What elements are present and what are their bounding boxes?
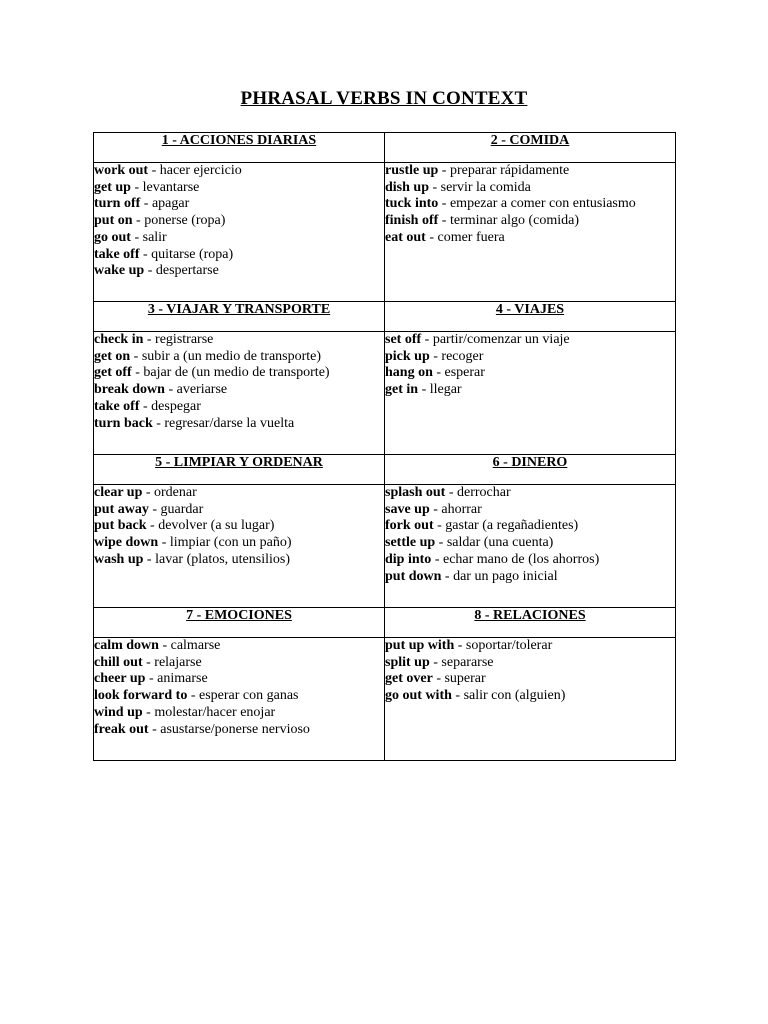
phrasal-verb-entry	[385, 213, 675, 230]
phrasal-verb: get off	[94, 365, 132, 381]
verb-meaning: - devolver (a su lugar)	[146, 518, 275, 534]
phrasal-verb: get in	[385, 382, 419, 398]
phrasal-verb: wipe down	[94, 535, 159, 551]
phrasal-verb: turn back	[94, 415, 153, 431]
verb-meaning: - averiarse	[164, 382, 228, 398]
phrasal-verb-entry	[385, 382, 675, 399]
heading-row	[94, 455, 676, 485]
phrasal-verb-entry	[94, 213, 384, 230]
phrasal-verb-entry	[94, 722, 384, 739]
phrasal-verb-entry	[94, 230, 384, 247]
verb-meaning: - comer fuera	[425, 229, 505, 245]
phrasal-verb: put on	[94, 213, 133, 229]
phrasal-verb-entry	[385, 365, 675, 382]
verb-meaning: - animarse	[145, 671, 208, 687]
phrasal-verb-entry	[385, 180, 675, 197]
section-body	[94, 332, 385, 455]
phrasal-verb-entry	[385, 485, 675, 502]
phrasal-verb: take off	[94, 398, 140, 414]
verb-meaning: - limpiar (con un paño)	[158, 535, 292, 551]
section-body	[385, 485, 676, 608]
phrasal-verb: break down	[94, 382, 165, 398]
phrasal-verb-entry	[94, 163, 384, 180]
heading-row	[94, 608, 676, 638]
phrasal-verb-entry	[94, 263, 384, 280]
verb-meaning: - esperar con ganas	[187, 688, 299, 704]
phrasal-verb: check in	[94, 332, 144, 347]
verb-meaning: - quitarse (ropa)	[139, 246, 234, 262]
phrasal-verb: split up	[385, 654, 430, 670]
verb-meaning: - separarse	[429, 654, 494, 670]
verb-meaning: - derrochar	[445, 485, 511, 500]
verb-meaning: - guardar	[148, 501, 204, 517]
phrasal-verb: put down	[385, 568, 442, 584]
phrasal-verb: go out	[94, 229, 131, 245]
phrasal-verb-entry	[94, 638, 384, 655]
phrasal-verb-entry	[94, 416, 384, 433]
phrasal-verb-entry	[94, 349, 384, 366]
phrasal-verb: look forward to	[94, 688, 188, 704]
phrasal-verb: pick up	[385, 348, 430, 364]
phrasal-verb: hang on	[385, 365, 433, 381]
phrasal-verb-entry	[385, 688, 675, 705]
phrasal-verb: put up with	[385, 638, 455, 653]
verb-meaning: - hacer ejercicio	[148, 163, 242, 178]
phrasal-verb: get up	[94, 179, 131, 195]
phrasal-verb-entry	[385, 502, 675, 519]
phrasal-verb-entry	[94, 382, 384, 399]
verb-meaning: - salir con (alguien)	[451, 688, 566, 704]
verb-meaning: - calmarse	[158, 638, 221, 653]
page-title: PHRASAL VERBS IN CONTEXT	[240, 88, 528, 109]
phrasal-verb-entry	[385, 569, 675, 586]
phrasal-verb-entry	[385, 230, 675, 247]
phrasal-verb-entry	[94, 671, 384, 688]
phrasal-verb: wind up	[94, 704, 143, 720]
verb-meaning: - gastar (a regañadientes)	[433, 518, 579, 534]
phrasal-verb-entry	[94, 485, 384, 502]
phrasal-verb-entry	[94, 332, 384, 349]
verb-meaning: - ahorrar	[429, 501, 482, 517]
phrasal-verb-entry	[385, 332, 675, 349]
phrasal-verb-entry	[385, 196, 675, 213]
section-body	[94, 163, 385, 302]
phrasal-verb: calm down	[94, 638, 159, 653]
phrasal-verb-entry	[385, 535, 675, 552]
phrasal-verb-entry	[385, 349, 675, 366]
section-heading: 5 - LIMPIAR Y ORDENAR	[94, 455, 385, 485]
phrasal-verb-entry	[94, 655, 384, 672]
phrasal-verb: get over	[385, 671, 433, 687]
phrasal-verb-entry	[94, 552, 384, 569]
phrasal-verb-entry	[385, 638, 675, 655]
content-row	[94, 332, 676, 455]
phrasal-verb-entry	[94, 196, 384, 213]
phrasal-verb-entry	[94, 399, 384, 416]
heading-row	[94, 133, 676, 163]
section-heading: 2 - COMIDA	[385, 133, 676, 163]
verb-meaning: - echar mano de (los ahorros)	[431, 551, 600, 567]
phrasal-verb-entry	[94, 180, 384, 197]
verb-meaning: - partir/comenzar un viaje	[421, 332, 570, 347]
verb-meaning: - superar	[432, 671, 486, 687]
section-body	[385, 638, 676, 761]
phrasal-verb: wake up	[94, 263, 145, 279]
verb-meaning: - preparar rápidamente	[438, 163, 570, 178]
phrasal-verb: work out	[94, 163, 149, 178]
verb-meaning: - relajarse	[142, 654, 202, 670]
phrasal-verb-entry	[385, 552, 675, 569]
phrasal-verb-entry	[385, 655, 675, 672]
content-row	[94, 485, 676, 608]
verb-meaning: - servir la comida	[428, 179, 531, 195]
section-body	[94, 638, 385, 761]
verb-meaning: - apagar	[140, 196, 190, 212]
content-row	[94, 638, 676, 761]
section-heading: 8 - RELACIONES	[385, 608, 676, 638]
verb-meaning: - registrarse	[143, 332, 214, 347]
verb-meaning: - saldar (una cuenta)	[435, 535, 554, 551]
phrasal-verb-entry	[94, 705, 384, 722]
verb-meaning: - llegar	[418, 382, 462, 398]
verb-meaning: - recoger	[429, 348, 484, 364]
verb-meaning: - bajar de (un medio de transporte)	[131, 365, 330, 381]
phrasal-verb: wash up	[94, 551, 144, 567]
verb-meaning: - dar un pago inicial	[441, 568, 558, 584]
verb-meaning: - despegar	[139, 398, 201, 414]
phrasal-verb-entry	[94, 365, 384, 382]
content-row	[94, 163, 676, 302]
verb-meaning: - ponerse (ropa)	[132, 213, 226, 229]
verb-meaning: - subir a (un medio de transporte)	[130, 348, 322, 364]
phrasal-verb-entry	[94, 535, 384, 552]
section-body	[94, 485, 385, 608]
verb-meaning: - empezar a comer con entusiasmo	[438, 196, 636, 212]
verb-meaning: - soportar/tolerar	[454, 638, 553, 653]
phrasal-verb: freak out	[94, 721, 149, 737]
phrasal-verb-entry	[385, 518, 675, 535]
phrasal-verb: fork out	[385, 518, 434, 534]
phrasal-verb: rustle up	[385, 163, 439, 178]
phrasal-verb-entry	[94, 247, 384, 264]
phrasal-verb: cheer up	[94, 671, 146, 687]
phrasal-verb: dip into	[385, 551, 432, 567]
verb-meaning: - levantarse	[130, 179, 200, 195]
phrasal-verb-entry	[94, 688, 384, 705]
verb-meaning: - regresar/darse la vuelta	[152, 415, 295, 431]
heading-row	[94, 302, 676, 332]
section-heading: 3 - VIAJAR Y TRANSPORTE	[94, 302, 385, 332]
phrasal-verb: get on	[94, 348, 131, 364]
phrasal-verb: turn off	[94, 196, 141, 212]
phrasal-verb: take off	[94, 246, 140, 262]
phrasal-verb: set off	[385, 332, 422, 347]
verb-meaning: - terminar algo (comida)	[438, 213, 580, 229]
phrasal-verb: put away	[94, 501, 149, 517]
section-heading: 7 - EMOCIONES	[94, 608, 385, 638]
phrasal-verb: splash out	[385, 485, 446, 500]
phrasal-verb-entry	[385, 671, 675, 688]
phrasal-verb: chill out	[94, 654, 143, 670]
verb-meaning: - salir	[130, 229, 167, 245]
section-body	[385, 332, 676, 455]
phrasal-verb: save up	[385, 501, 430, 517]
section-heading: 6 - DINERO	[385, 455, 676, 485]
phrasal-verb: finish off	[385, 213, 439, 229]
phrasal-verb-entry	[94, 502, 384, 519]
phrasal-verb-entry	[385, 163, 675, 180]
section-heading: 4 - VIAJES	[385, 302, 676, 332]
phrasal-verb: clear up	[94, 485, 143, 500]
phrasal-verb: go out with	[385, 688, 452, 704]
section-body	[385, 163, 676, 302]
verb-meaning: - ordenar	[142, 485, 197, 500]
phrasal-verb: settle up	[385, 535, 436, 551]
phrasal-verbs-table	[93, 132, 676, 761]
phrasal-verb: dish up	[385, 179, 429, 195]
verb-meaning: - asustarse/ponerse nervioso	[148, 721, 310, 737]
section-heading: 1 - ACCIONES DIARIAS	[94, 133, 385, 163]
phrasal-verb-entry	[94, 518, 384, 535]
phrasal-verb: eat out	[385, 229, 426, 245]
verb-meaning: - esperar	[432, 365, 485, 381]
phrasal-verb: put back	[94, 518, 147, 534]
phrasal-verb: tuck into	[385, 196, 439, 212]
verb-meaning: - molestar/hacer enojar	[142, 704, 276, 720]
verb-meaning: - despertarse	[144, 263, 219, 279]
verb-meaning: - lavar (platos, utensilios)	[143, 551, 290, 567]
